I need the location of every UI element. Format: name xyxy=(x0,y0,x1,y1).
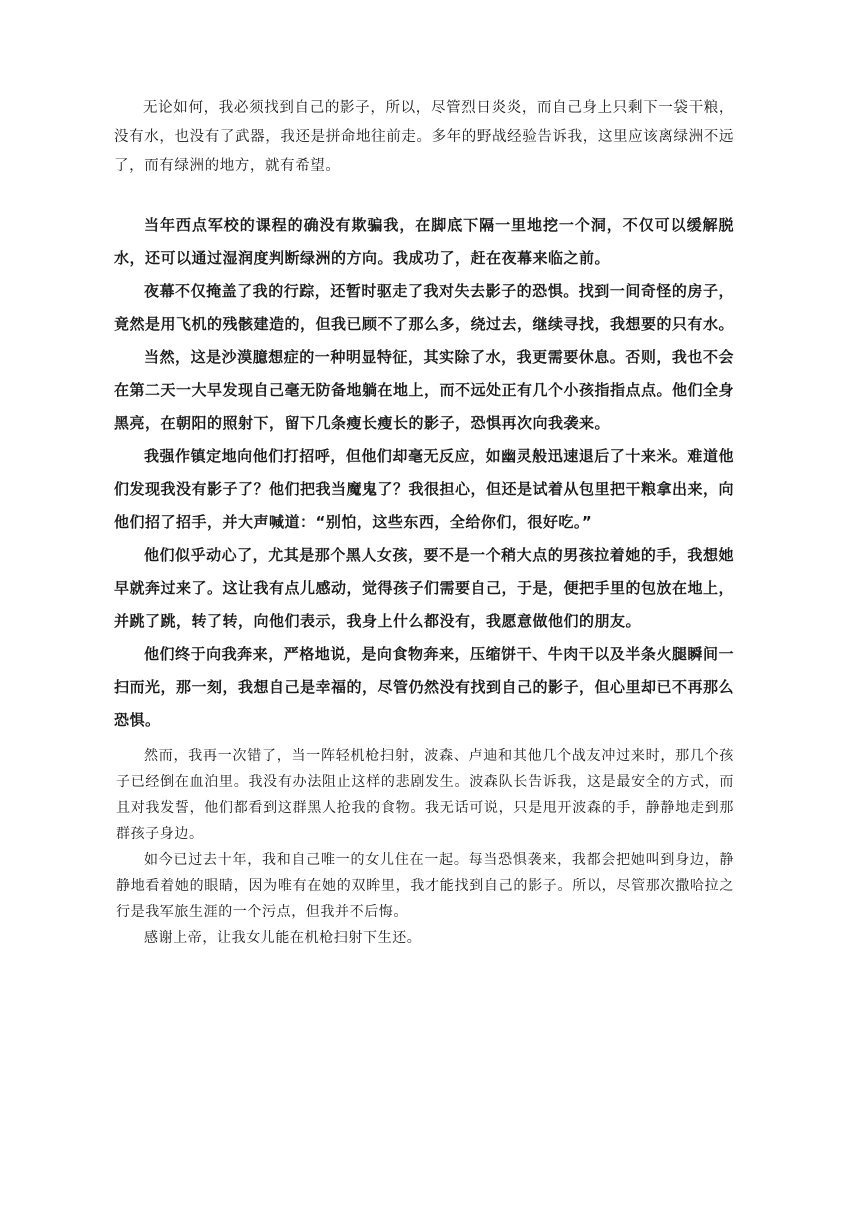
paragraph: 夜幕不仅掩盖了我的行踪，还暂时驱走了我对失去影子的恐惧。找到一间奇怪的房子，竟然是用飞机的残骸建造的，但我已顾不了那么多，绕过去，继续寻找，我想要的只有水。 xyxy=(114,282,735,333)
paragraph: 然而，我再一次错了，当一阵轻机枪扫射，波森、卢迪和其他几个战友冲过来时，那几个孩子已经倒在血泊里。我没有办法阻止这样的悲剧发生。波森队长告诉我，这是最安全的方式，而且对我发誓，他们都看到这群黑人抢我的食物。我无话可说，只是甩开波森的手，静静地走到那群孩子身边。 xyxy=(116,748,734,842)
paragraph: 当然，这是沙漠臆想症的一种明显特征，其实除了水，我更需要休息。否则，我也不会在第二天一大早发现自己毫无防备地躺在地上，而不远处正有几个小孩指指点点。他们全身黑亮，在朝阳的照射下，留下几条瘦长瘦长的影子，恐惧再次向我袭来。 xyxy=(114,348,735,432)
paragraph: 感谢上帝，让我女儿能在机枪扫射下生还。 xyxy=(144,930,422,946)
paragraph: 他们终于向我奔来，严格地说，是向食物奔来，压缩饼干、牛肉干以及半条火腿瞬间一扫而光，那一刻，我想自己是幸福的，尽管仍然没有找到自己的影子，但心里却已不再那么恐惧。 xyxy=(114,645,735,729)
paragraph: 我强作镇定地向他们打招呼，但他们却毫无反应，如幽灵般迅速退后了十来米。难道他们发现我没有影子了？他们把我当魔鬼了？我很担心，但还是试着从包里把干粮拿出来，向他们招了招手，并大声喊道：“别怕，这些东西，全给你们，很好吃。” xyxy=(114,447,735,531)
bold-story-section xyxy=(114,209,734,737)
paragraph: 如今已过去十年，我和自己唯一的女儿住在一起。每当恐惧袭来，我都会把她叫到身边，静静地看着她的眼睛，因为唯有在她的双眸里，我才能找到自己的影子。所以，尽管那次撒哈拉之行是我军旅生涯的一个污点，但我并不后悔。 xyxy=(116,852,734,920)
intro-section xyxy=(114,94,734,181)
paragraph: 当年西点军校的课程的确没有欺骗我，在脚底下隔一里地挖一个洞，不仅可以缓解脱水，还可以通过湿润度判断绿洲的方向。我成功了，赶在夜幕来临之前。 xyxy=(114,216,734,267)
ending-section xyxy=(116,743,734,951)
paragraph: 无论如何，我必须找到自己的影子，所以，尽管烈日炎炎，而自己身上只剩下一袋干粮，没有水，也没有了武器，我还是拼命地往前走。多年的野战经验告诉我，这里应该离绿洲不远了，而有绿洲的地方，就有希望。 xyxy=(114,100,734,174)
paragraph: 他们似乎动心了，尤其是那个黑人女孩，要不是一个稍大点的男孩拉着她的手，我想她早就奔过来了。这让我有点儿感动，觉得孩子们需要自己，于是，便把手里的包放在地上，并跳了跳，转了转，向他们表示，我身上什么都没有，我愿意做他们的朋友。 xyxy=(114,546,735,630)
